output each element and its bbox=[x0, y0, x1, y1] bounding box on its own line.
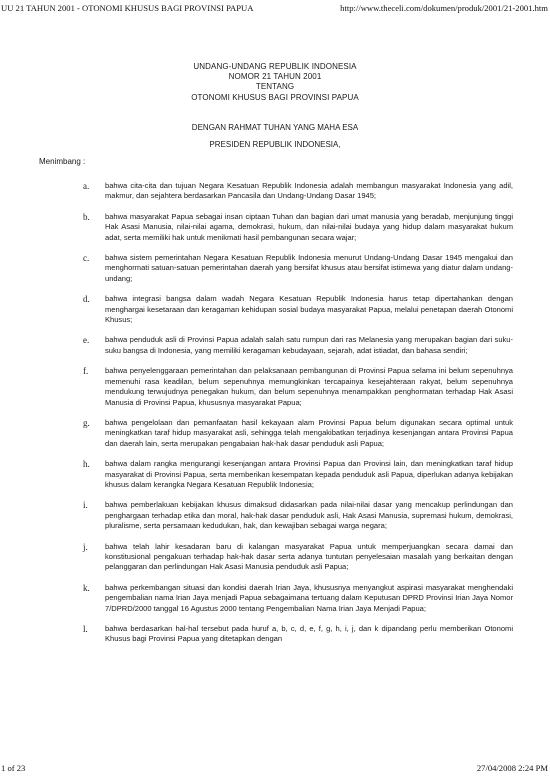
header-url[interactable]: http://www.theceli.com/dokumen/produk/2001/21-2001.htm bbox=[340, 3, 548, 13]
opening-phrase: DENGAN RAHMAT TUHAN YANG MAHA ESA bbox=[191, 123, 359, 132]
list-item bbox=[83, 366, 513, 408]
list-item bbox=[83, 417, 513, 449]
header-document-title: UU 21 TAHUN 2001 - OTONOMI KHUSUS BAGI PROVINSI PAPUA bbox=[1, 3, 254, 13]
item-text: bahwa penyelenggaraan pemerintahan dan pelaksanaan pembangunan di Provinsi Papua selama ini belum sepenuhnya memenuhi rasa keadilan, belum sepenuhnya memungkinkan tercapainya kesejahteraan rakyat, belum sepenuhnya mendukung terwujudnya penegakan hukum, dan belum sepenuhnya menampakkan penghormatan terhadap Hak Asasi Manusia di Provinsi Papua, khususnya masyarakat Papua; bbox=[105, 366, 513, 407]
title-line: OTONOMI KHUSUS BAGI PROVINSI PAPUA bbox=[191, 92, 359, 102]
title-line: TENTANG bbox=[255, 82, 295, 92]
item-letter: c. bbox=[83, 253, 90, 264]
item-text: bahwa perkembangan situasi dan kondisi daerah Irian Jaya, khususnya menyangkut aspirasi masyarakat menghendaki pengembalian nama Irian Jaya menjadi Papua sebagaimana tertuang dalam Keputusan DPRD Provinsi Irian Jaya Nomor 7/DPRD/2000 tanggal 16 Agustus 2000 tentang Pengembalian Nama Irian Jaya Menjadi Papua; bbox=[105, 582, 513, 613]
list-item bbox=[83, 541, 513, 573]
title-line: UNDANG-UNDANG REPUBLIK INDONESIA bbox=[193, 62, 357, 71]
item-letter: b. bbox=[83, 211, 90, 222]
page-count: 1 of 23 bbox=[1, 763, 26, 773]
item-text: bahwa sistem pemerintahan Negara Kesatuan Republik Indonesia menurut Undang-Undang Dasar 1945 mengakui dan menghormati satuan-satuan pemerintahan daerah yang bersifat khusus atau bersifat istimewa yang diatur dalam undang-undang; bbox=[105, 253, 513, 283]
item-text: bahwa integrasi bangsa dalam wadah Negara Kesatuan Republik Indonesia harus tetap dipertahankan dengan menghargai kesetaraan dan keragaman kehidupan sosial budaya masyarakat Papua, melalui penetapan daerah Otonomi Khusus; bbox=[105, 294, 513, 325]
item-text: bahwa berdasarkan hal-hal tersebut pada huruf a, b, c, d, e, f, g, h, i, j, dan k dipandang perlu memberikan Otonomi Khusus bagi Provinsi Papua yang ditetapkan dengan bbox=[105, 624, 513, 644]
item-text: bahwa masyarakat Papua sebagai insan ciptaan Tuhan dan bagian dari umat manusia yang beradab, menjunjung tinggi Hak Asasi Manusia, nilai-nilai agama, demokrasi, hukum, dan nilai-nilai budaya yang hidup dalam masyarakat hukum adat, serta memiliki hak untuk menikmati hasil pembangunan secara wajar; bbox=[105, 211, 513, 242]
list-item bbox=[83, 582, 513, 614]
title-line: NOMOR 21 TAHUN 2001 bbox=[228, 72, 322, 82]
item-letter: f. bbox=[83, 366, 89, 377]
list-item bbox=[83, 500, 513, 531]
item-letter: k. bbox=[83, 582, 90, 593]
item-text: bahwa pengelolaan dan pemanfaatan hasil kekayaan alam Provinsi Papua belum digunakan secara optimal untuk meningkatkan taraf hidup masyarakat asli, sehingga telah mengakibatkan terjadinya kesenjangan antara Provinsi Papua dan daerah lain, serta merupakan pengabaian hak-hak dasar penduduk asli Papua; bbox=[105, 417, 513, 448]
item-letter: i. bbox=[83, 500, 88, 511]
item-text: bahwa penduduk asli di Provinsi Papua adalah salah satu rumpun dari ras Melanesia yang merupakan bagian dari suku-suku bangsa di Indonesia, yang memiliki keragaman kebudayaan, sejarah, adat istiadat, dan bahasa sendiri; bbox=[105, 335, 513, 355]
item-letter: l. bbox=[83, 624, 88, 634]
list-item bbox=[83, 624, 513, 645]
list-item bbox=[83, 459, 513, 490]
print-timestamp: 27/04/2008 2:24 PM bbox=[476, 763, 548, 773]
item-text: bahwa telah lahir kesadaran baru di kalangan masyarakat Papua untuk memperjuangkan secara damai dan konstitusional pengakuan terhadap hak-hak dasar serta adanya tuntutan penyelesaian masalah yang berkaitan dengan pelanggaran dan perlindungan Hak Asasi Manusia penduduk asli Papua; bbox=[105, 541, 513, 572]
menimbang-label: Menimbang : bbox=[39, 157, 86, 166]
list-item bbox=[83, 181, 513, 202]
item-letter: j. bbox=[83, 541, 88, 552]
browser-print-footer bbox=[0, 763, 550, 775]
document-title-block bbox=[0, 62, 550, 103]
item-letter: d. bbox=[83, 294, 90, 305]
list-item bbox=[83, 335, 513, 356]
considerations-list bbox=[83, 181, 513, 645]
item-letter: a. bbox=[83, 181, 90, 191]
browser-print-header bbox=[0, 3, 550, 15]
list-item bbox=[83, 253, 513, 284]
item-text: bahwa dalam rangka mengurangi kesenjangan antara Provinsi Papua dan Provinsi lain, dan meningkatkan taraf hidup masyarakat di Provinsi Papua, serta memberikan kesempatan kepada penduduk asli Papua, diperlukan adanya kebijakan khusus dalam kerangka Negara Kesatuan Republik Indonesia; bbox=[105, 459, 513, 489]
item-letter: e. bbox=[83, 335, 90, 346]
list-item bbox=[83, 294, 513, 325]
president-line: PRESIDEN REPUBLIK INDONESIA, bbox=[209, 140, 341, 149]
item-text: bahwa cita-cita dan tujuan Negara Kesatuan Republik Indonesia adalah membangun masyarakat Indonesia yang adil, makmur, dan sejahtera berdasarkan Pancasila dan Undang-Undang Dasar 1945; bbox=[105, 181, 513, 201]
item-text: bahwa pemberlakuan kebijakan khusus dimaksud didasarkan pada nilai-nilai dasar yang mencakup perlindungan dan penghargaan terhadap etika dan moral, hak-hak dasar penduduk asli, Hak Asasi Manusia, supremasi hukum, demokrasi, pluralisme, serta persamaan kedudukan, hak, dan kewajiban sebagai warga negara; bbox=[105, 500, 513, 531]
item-letter: g. bbox=[83, 417, 90, 428]
item-letter: h. bbox=[83, 459, 90, 470]
list-item bbox=[83, 211, 513, 243]
